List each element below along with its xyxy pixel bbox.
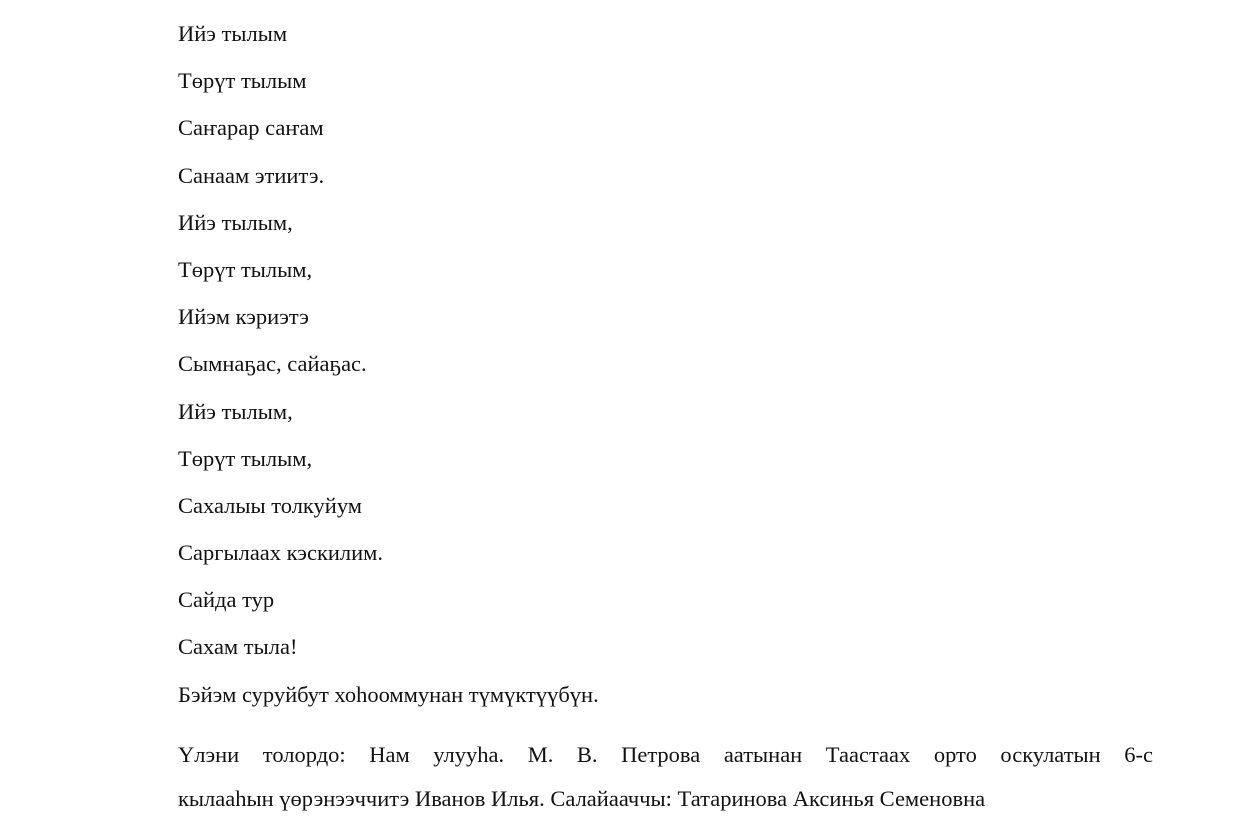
credit-line-2: кылааһын үөрэнээччитэ Иванов Илья. Салайааччы: Татаринова Аксинья Семеновна bbox=[178, 786, 986, 811]
poem-line: Сахам тыла! bbox=[178, 634, 298, 660]
poem-line: Сахалыы толкуйум bbox=[178, 492, 363, 518]
poem-line: Ийэм кэриэтэ bbox=[178, 304, 309, 330]
poem-line: Төрүт тылым, bbox=[178, 256, 313, 282]
poem-line: Ийэ тылым bbox=[178, 21, 288, 46]
poem bbox=[178, 0, 1153, 708]
poem-line: Сайда тур bbox=[178, 587, 275, 613]
poem-line: Саргылаах кэскилим. bbox=[178, 540, 384, 566]
author-credit bbox=[178, 733, 1153, 821]
credit-line-1: Үлэни толордо: Нам улууһа. М. В. Петрова аатынан Таастаах орто оскулатын 6-с bbox=[178, 742, 1153, 767]
poem-line: Төрүт тылым, bbox=[178, 445, 313, 471]
poem-line: Төрүт тылым bbox=[178, 68, 307, 94]
poem-line: Ийэ тылым, bbox=[178, 398, 293, 424]
poem-line: Бэйэм суруйбут хоһооммунан түмүктүүбүн. bbox=[178, 681, 599, 707]
poem-line: Саҥарар саҥам bbox=[178, 115, 324, 141]
poem-line: Ийэ тылым, bbox=[178, 209, 293, 235]
poem-line: Санаам этиитэ. bbox=[178, 162, 325, 188]
document-page bbox=[178, 0, 1153, 811]
poem-line: Сымнаҕас, сайаҕас. bbox=[178, 351, 367, 377]
